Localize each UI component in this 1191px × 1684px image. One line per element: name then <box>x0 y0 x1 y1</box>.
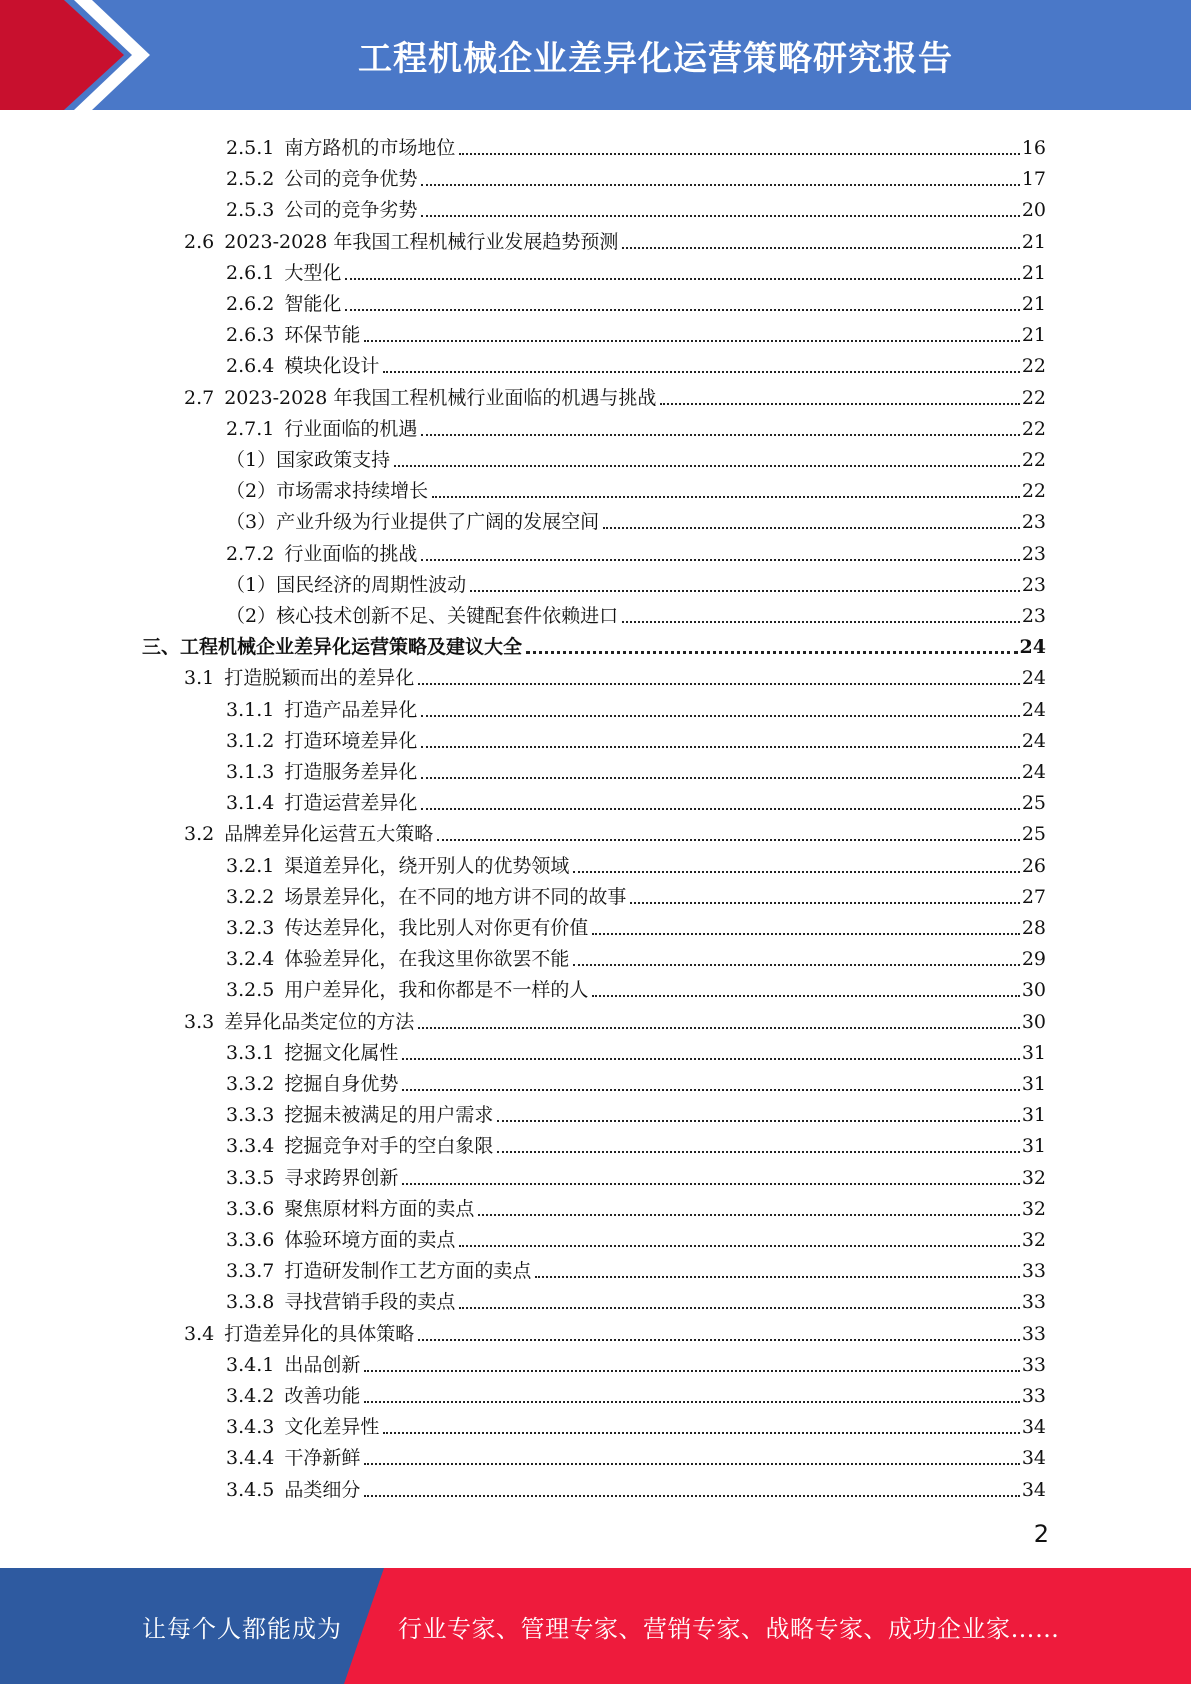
toc-dot-leader <box>345 277 1019 280</box>
toc-entry-page: 33 <box>1021 1322 1046 1345</box>
toc-entry-title: 场景差异化，在不同的地方讲不同的故事 <box>284 885 627 908</box>
toc-entry-number: 2.5.2 <box>226 168 275 191</box>
toc-entry-title: 公司的竞争优势 <box>284 168 418 191</box>
toc-dot-leader <box>573 870 1019 873</box>
toc-dot-leader <box>418 1026 1020 1029</box>
toc-entry-page: 22 <box>1021 355 1046 378</box>
toc-entry-title: 公司的竞争劣势 <box>284 199 418 222</box>
toc-entry-number: 3.4 <box>184 1322 215 1345</box>
toc-entry[interactable] <box>226 877 1046 908</box>
toc-dot-leader <box>497 1119 1019 1122</box>
toc-entry[interactable] <box>226 190 1046 221</box>
toc-entry-title: 2023-2028 年我国工程机械行业发展趋势预测 <box>224 230 619 253</box>
toc-entry-title: 渠道差异化，绕开别人的优势领域 <box>284 854 570 877</box>
toc-entry-page: 22 <box>1021 449 1046 471</box>
toc-entry-page: 21 <box>1021 293 1046 315</box>
toc-entry[interactable] <box>226 939 1046 970</box>
toc-entry[interactable] <box>226 1251 1046 1282</box>
toc-entry-title: 品类细分 <box>284 1478 361 1501</box>
toc-entry-number: 2.7 <box>184 386 215 409</box>
toc-dot-leader <box>364 339 1019 342</box>
toc-entry-page: 24 <box>1021 729 1046 752</box>
toc-dot-leader <box>421 214 1019 217</box>
toc-entry-title: 文化差异性 <box>284 1416 380 1439</box>
toc-entry-number: 3.1.1 <box>226 698 275 721</box>
toc-entry-number: 3.1.3 <box>226 761 275 783</box>
toc-entry-title: 挖掘竞争对手的空白象限 <box>284 1135 494 1158</box>
toc-entry-page: 34 <box>1021 1478 1046 1501</box>
toc-entry[interactable] <box>226 440 1046 471</box>
toc-entry-title: 打造服务差异化 <box>284 761 418 783</box>
toc-dot-leader <box>421 776 1019 779</box>
toc-entry[interactable] <box>226 1282 1046 1313</box>
toc-entry[interactable] <box>226 253 1046 284</box>
toc-dot-leader <box>630 901 1019 904</box>
toc-entry-title: 挖掘文化属性 <box>284 1041 399 1064</box>
toc-entry-page: 31 <box>1021 1135 1046 1158</box>
toc-dot-leader <box>421 558 1019 561</box>
toc-dot-leader <box>364 1462 1019 1465</box>
header-arrow-logo <box>0 0 170 110</box>
toc-entry-page: 23 <box>1021 573 1046 596</box>
toc-entry-page: 23 <box>1021 542 1046 565</box>
toc-entry-number: 3.2.3 <box>226 917 275 939</box>
toc-entry-title: 传达差异化，我比别人对你更有价值 <box>284 917 589 939</box>
toc-dot-leader <box>421 433 1019 436</box>
page-header <box>0 0 1191 110</box>
toc-entry[interactable] <box>184 222 1046 253</box>
toc-entry-page: 25 <box>1021 792 1046 815</box>
toc-entry-number: 3.3.5 <box>226 1166 275 1189</box>
toc-entry-title: 打造环境差异化 <box>284 729 418 752</box>
toc-entry-title: 智能化 <box>284 293 342 315</box>
toc-dot-leader <box>592 994 1019 997</box>
toc-entry-page: 21 <box>1021 230 1046 253</box>
toc-entry-number: 3.1.2 <box>226 729 275 752</box>
toc-dot-leader <box>535 1275 1019 1278</box>
toc-entry-number: 3.3.6 <box>226 1197 275 1220</box>
toc-entry-number: 2.5.3 <box>226 199 275 222</box>
toc-entry-title: 打造脱颖而出的差异化 <box>224 667 415 690</box>
toc-entry-page: 22 <box>1021 417 1046 440</box>
toc-entry[interactable] <box>226 1189 1046 1220</box>
toc-entry-page: 34 <box>1021 1416 1046 1439</box>
toc-entry[interactable] <box>226 1126 1046 1157</box>
toc-entry[interactable] <box>226 128 1046 159</box>
toc-entry[interactable] <box>226 1407 1046 1438</box>
toc-entry-title: 干净新鲜 <box>284 1447 361 1470</box>
toc-entry[interactable] <box>226 284 1046 315</box>
toc-entry-page: 24 <box>1019 636 1046 659</box>
toc-entry-title: 打造差异化的具体策略 <box>224 1322 415 1345</box>
toc-entry[interactable] <box>226 315 1046 346</box>
toc-entry[interactable] <box>226 846 1046 877</box>
toc-entry[interactable] <box>184 1002 1046 1033</box>
toc-entry-number: 3.1.4 <box>226 792 275 815</box>
toc-dot-leader <box>497 1150 1019 1153</box>
toc-entry-number: 3.4.1 <box>226 1353 275 1376</box>
toc-entry-title: 挖掘未被满足的用户需求 <box>284 1104 494 1127</box>
toc-entry-number: 3.3.6 <box>226 1229 275 1251</box>
toc-entry-title: （1）国民经济的周期性波动 <box>226 573 467 596</box>
toc-entry-number: 2.6 <box>184 230 215 253</box>
toc-entry[interactable] <box>226 534 1046 565</box>
toc-entry-page: 27 <box>1021 885 1046 908</box>
toc-entry-page: 31 <box>1021 1073 1046 1095</box>
toc-entry[interactable] <box>184 378 1046 409</box>
toc-dot-leader <box>421 745 1019 748</box>
toc-entry-number: 2.7.1 <box>226 417 275 440</box>
toc-entry-title: 打造运营差异化 <box>284 792 418 815</box>
toc-entry[interactable] <box>226 1470 1046 1501</box>
toc-entry-page: 16 <box>1021 137 1046 159</box>
toc-entry[interactable] <box>226 721 1046 752</box>
toc-entry-number: 2.6.2 <box>226 293 275 315</box>
toc-entry-page: 34 <box>1021 1447 1046 1470</box>
toc-dot-leader <box>459 1306 1019 1309</box>
toc-dot-leader <box>603 526 1020 529</box>
toc-entry-title: 改善功能 <box>284 1385 361 1407</box>
toc-dot-leader <box>402 1182 1019 1185</box>
toc-entry-number: 3.3 <box>184 1010 215 1033</box>
toc-dot-leader <box>592 932 1019 935</box>
toc-entry[interactable] <box>184 814 1046 845</box>
toc-dot-leader <box>402 1057 1019 1060</box>
toc-entry-page: 24 <box>1021 761 1046 783</box>
toc-entry-title: 行业面临的挑战 <box>284 542 418 565</box>
footer-slogan-left: 让每个人都能成为 <box>142 1614 342 1643</box>
footer-slogan-right: 行业专家、管理专家、营销专家、战略专家、成功企业家…… <box>398 1614 1060 1643</box>
toc-entry-number: 3.3.3 <box>226 1104 275 1127</box>
toc-dot-leader <box>432 495 1020 498</box>
toc-entry-number: 3.2 <box>184 823 215 846</box>
toc-entry-title: 出品创新 <box>284 1353 361 1376</box>
toc-entry-page: 22 <box>1021 480 1046 503</box>
toc-entry-title: （1）国家政策支持 <box>226 449 391 471</box>
toc-dot-leader <box>383 1431 1019 1434</box>
toc-dot-leader <box>421 714 1019 717</box>
toc-entry-page: 30 <box>1021 1010 1046 1033</box>
toc-entry[interactable] <box>142 627 1046 658</box>
toc-entry[interactable] <box>226 970 1046 1001</box>
toc-entry-page: 31 <box>1021 1104 1046 1127</box>
toc-dot-leader <box>573 963 1019 966</box>
toc-entry[interactable] <box>226 565 1046 596</box>
toc-entry-title: 打造产品差异化 <box>284 698 418 721</box>
toc-entry-number: 3.2.1 <box>226 854 275 877</box>
toc-entry[interactable] <box>226 1345 1046 1376</box>
toc-dot-leader <box>421 807 1019 810</box>
toc-dot-leader <box>364 1494 1019 1497</box>
toc-dot-leader <box>478 1213 1019 1216</box>
toc-entry-page: 32 <box>1021 1197 1046 1220</box>
toc-entry[interactable] <box>226 409 1046 440</box>
toc-entry-page: 24 <box>1021 698 1046 721</box>
toc-entry-number: 3.3.4 <box>226 1135 275 1158</box>
toc-entry[interactable] <box>226 1220 1046 1251</box>
toc-entry[interactable] <box>226 908 1046 939</box>
toc-dot-leader <box>345 308 1019 311</box>
toc-dot-leader <box>418 682 1020 685</box>
toc-entry[interactable] <box>184 658 1046 689</box>
toc-entry-number: 3.3.1 <box>226 1041 275 1064</box>
page-number: 2 <box>1033 1520 1049 1548</box>
toc-entry-title: （3）产业升级为行业提供了广阔的发展空间 <box>226 511 600 534</box>
toc-dot-leader <box>383 370 1019 373</box>
toc-entry-title: 行业面临的机遇 <box>284 417 418 440</box>
toc-entry-page: 33 <box>1021 1385 1046 1407</box>
toc-entry-title: 体验环境方面的卖点 <box>284 1229 456 1251</box>
toc-dot-leader <box>470 589 1020 592</box>
page-footer <box>0 1568 1191 1684</box>
toc-entry-number: 3.3.8 <box>226 1291 275 1314</box>
toc-entry-title: 模块化设计 <box>284 355 380 378</box>
toc-entry-number: 2.6.3 <box>226 324 275 347</box>
toc-dot-leader <box>459 152 1019 155</box>
toc-dot-leader <box>418 1338 1020 1341</box>
toc-entry-title: 差异化品类定位的方法 <box>224 1010 415 1033</box>
toc-entry-page: 23 <box>1021 605 1046 627</box>
toc-entry-title: （2）市场需求持续增长 <box>226 480 429 503</box>
toc-entry-number: 3.3.7 <box>226 1260 275 1283</box>
toc-entry-title: 打造研发制作工艺方面的卖点 <box>284 1260 532 1283</box>
toc-entry-title: 体验差异化，在我这里你欲罢不能 <box>284 948 570 971</box>
toc-entry[interactable] <box>226 159 1046 190</box>
toc-entry[interactable] <box>226 1158 1046 1189</box>
toc-dot-leader <box>364 1369 1019 1372</box>
toc-entry-title: 南方路机的市场地位 <box>284 137 456 159</box>
toc-entry-number: 3.2.2 <box>226 885 275 908</box>
toc-dot-leader <box>394 464 1020 467</box>
toc-entry-page: 31 <box>1021 1041 1046 1064</box>
toc-entry-page: 33 <box>1021 1291 1046 1314</box>
toc-dot-leader <box>526 650 1018 654</box>
toc-entry-page: 32 <box>1021 1166 1046 1189</box>
toc-dot-leader <box>421 183 1019 186</box>
toc-entry[interactable] <box>226 690 1046 721</box>
toc-entry-page: 17 <box>1021 168 1046 191</box>
toc-entry-page: 33 <box>1021 1353 1046 1376</box>
toc-entry-title: 品牌差异化运营五大策略 <box>224 823 434 846</box>
toc-entry-page: 24 <box>1021 667 1046 690</box>
toc-entry-page: 21 <box>1021 261 1046 284</box>
toc-entry[interactable] <box>226 1033 1046 1064</box>
toc-entry-title: 寻求跨界创新 <box>284 1166 399 1189</box>
toc-entry-number: 3.4.5 <box>226 1478 275 1501</box>
toc-entry[interactable] <box>226 596 1046 627</box>
toc-entry-page: 33 <box>1021 1260 1046 1283</box>
toc-dot-leader <box>622 246 1019 249</box>
toc-entry-number: 3.3.2 <box>226 1073 275 1095</box>
toc-entry-page: 29 <box>1021 948 1046 971</box>
toc-entry[interactable] <box>226 1376 1046 1407</box>
toc-dot-leader <box>459 1244 1019 1247</box>
toc-entry-title: 用户差异化，我和你都是不一样的人 <box>284 979 589 1002</box>
toc-dot-leader <box>402 1088 1019 1091</box>
document-title: 工程机械企业差异化运营策略研究报告 <box>358 38 953 79</box>
toc-entry-title: 三、工程机械企业差异化运营策略及建议大全 <box>142 636 523 659</box>
toc-entry-number: 2.6.4 <box>226 355 275 378</box>
toc-entry-number: 2.5.1 <box>226 137 275 159</box>
toc-entry-page: 25 <box>1021 823 1046 846</box>
toc-entry[interactable] <box>226 783 1046 814</box>
toc-entry-page: 22 <box>1021 386 1046 409</box>
toc-entry[interactable] <box>226 1438 1046 1469</box>
toc-entry-page: 32 <box>1021 1229 1046 1251</box>
toc-entry-number: 2.7.2 <box>226 542 275 565</box>
toc-entry-title: 2023-2028 年我国工程机械行业面临的机遇与挑战 <box>224 386 657 409</box>
toc-entry-number: 3.4.2 <box>226 1385 275 1407</box>
toc-entry-number: 3.4.4 <box>226 1447 275 1470</box>
toc-entry-page: 26 <box>1021 854 1046 877</box>
toc-dot-leader <box>622 620 1020 623</box>
toc-entry-title: （2）核心技术创新不足、关键配套件依赖进口 <box>226 605 619 627</box>
toc-entry[interactable] <box>226 1095 1046 1126</box>
toc-entry[interactable] <box>226 346 1046 377</box>
toc-entry-page: 30 <box>1021 979 1046 1002</box>
toc-dot-leader <box>364 1400 1019 1403</box>
toc-entry-page: 21 <box>1021 324 1046 347</box>
toc-entry-title: 环保节能 <box>284 324 361 347</box>
toc-entry[interactable] <box>226 752 1046 783</box>
toc-entry-number: 3.4.3 <box>226 1416 275 1439</box>
toc-entry-title: 聚焦原材料方面的卖点 <box>284 1197 475 1220</box>
toc-entry-title: 大型化 <box>284 261 342 284</box>
toc-entry[interactable] <box>184 1314 1046 1345</box>
toc-entry-page: 28 <box>1021 917 1046 939</box>
toc-entry-page: 23 <box>1021 511 1046 534</box>
toc-entry-number: 3.2.4 <box>226 948 275 971</box>
toc-entry-title: 寻找营销手段的卖点 <box>284 1291 456 1314</box>
toc-entry[interactable] <box>226 1064 1046 1095</box>
toc-entry[interactable] <box>226 471 1046 502</box>
toc-entry[interactable] <box>226 502 1046 533</box>
toc-entry-number: 3.1 <box>184 667 215 690</box>
toc-entry-number: 2.6.1 <box>226 261 275 284</box>
toc-dot-leader <box>437 838 1020 841</box>
toc-entry-page: 20 <box>1021 199 1046 222</box>
toc-entry-number: 3.2.5 <box>226 979 275 1002</box>
toc-entry-title: 挖掘自身优势 <box>284 1073 399 1095</box>
toc-dot-leader <box>660 402 1019 405</box>
